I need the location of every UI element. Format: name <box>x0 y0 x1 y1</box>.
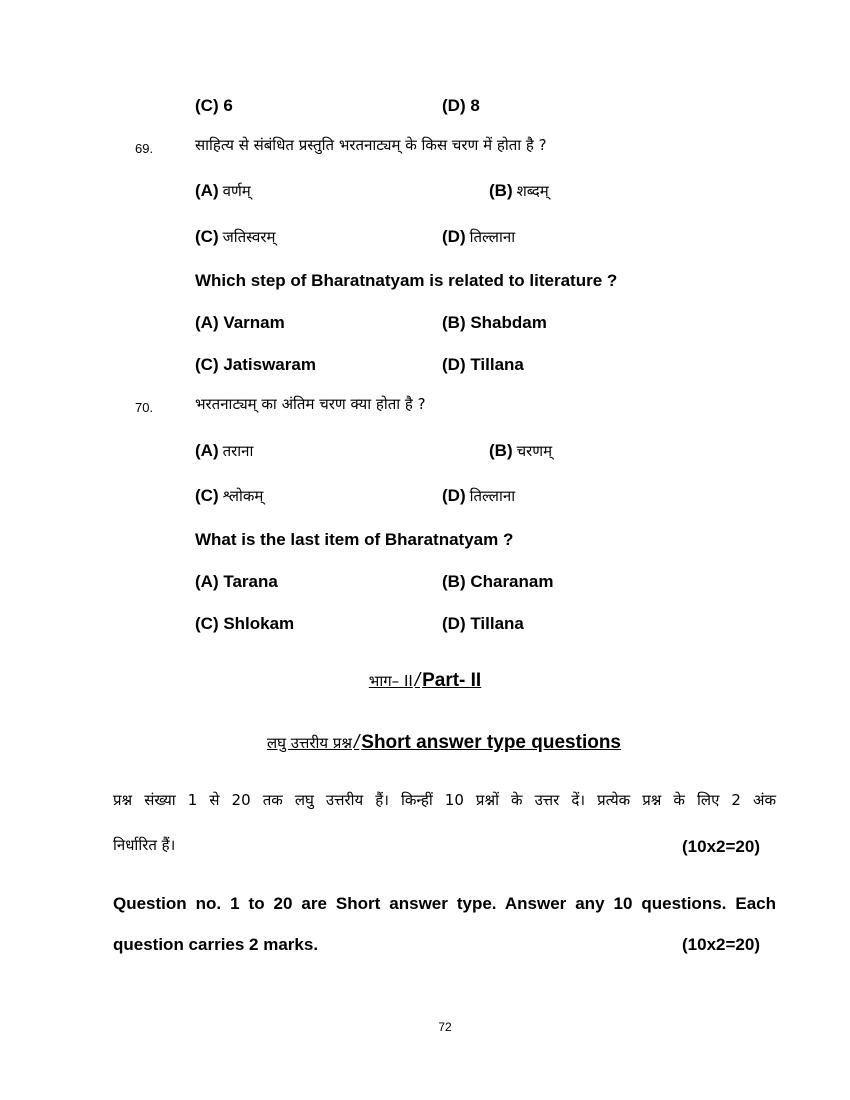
part-heading-english: Part- II <box>422 670 482 691</box>
instructions-hindi-line2: निर्धारित हैं। <box>113 836 176 854</box>
q69-option-a-hindi <box>195 182 251 200</box>
part-heading-hindi: भाग– II <box>368 672 413 690</box>
option-text: तिल्लाना <box>469 487 516 505</box>
section-heading <box>0 733 850 752</box>
option-text: श्लोकम् <box>222 487 264 505</box>
option-label: (C) <box>195 486 219 505</box>
q70-option-d-english: (D) Tillana <box>442 614 524 633</box>
part-heading-separator: / <box>414 670 421 691</box>
option-text: जतिस्वरम् <box>222 228 276 246</box>
q69-question-english: Which step of Bharatnatyam is related to literature ? <box>195 271 618 290</box>
q70-option-b-hindi <box>489 442 552 460</box>
page-number: 72 <box>438 1020 452 1034</box>
section-heading-hindi: लघु उत्तरीय प्रश्न <box>266 734 352 752</box>
section-heading-english: Short answer type questions <box>361 732 622 753</box>
q70-option-a-hindi <box>195 442 253 460</box>
q70-question-english: What is the last item of Bharatnatyam ? <box>195 530 514 549</box>
option-label: (D) <box>442 227 466 246</box>
option-text: शब्दम् <box>516 182 549 200</box>
instructions-english-marks: (10x2=20) <box>682 935 760 954</box>
option-text: तिल्लाना <box>469 228 516 246</box>
section-heading-separator: / <box>354 732 360 753</box>
instructions-english-line2: question carries 2 marks. <box>113 935 319 954</box>
option-label: (A) <box>195 181 219 200</box>
q68-option-d: (D) 8 <box>442 96 480 115</box>
q70-question-hindi: भरतनाट्यम् का अंतिम चरण क्या होता है ? <box>195 395 426 413</box>
option-label: (D) <box>442 486 466 505</box>
q69-number: 69. <box>135 141 154 156</box>
q69-option-b-hindi <box>489 182 549 200</box>
option-label: (B) <box>489 441 513 460</box>
q70-option-a-english: (A) Tarana <box>195 572 278 591</box>
q69-option-d-hindi <box>442 228 515 246</box>
q69-question-hindi: साहित्य से संबंधित प्रस्तुति भरतनाट्यम् के किस चरण में होता है ? <box>195 136 547 154</box>
option-text: तराना <box>222 442 254 460</box>
option-text: वर्णम् <box>222 182 251 200</box>
q70-option-c-hindi <box>195 487 263 505</box>
q69-option-c-english: (C) Jatiswaram <box>195 355 316 374</box>
option-label: (C) <box>195 227 219 246</box>
q69-option-d-english: (D) Tillana <box>442 355 524 374</box>
q70-number: 70. <box>135 400 154 415</box>
q69-option-a-english: (A) Varnam <box>195 313 285 332</box>
q70-option-d-hindi <box>442 487 515 505</box>
instructions-hindi-marks: (10x2=20) <box>682 837 760 856</box>
q70-option-b-english: (B) Charanam <box>442 572 554 591</box>
option-label: (A) <box>195 441 219 460</box>
part-heading <box>0 671 850 690</box>
q69-option-c-hindi <box>195 228 275 246</box>
q69-option-b-english: (B) Shabdam <box>442 313 547 332</box>
option-label: (B) <box>489 181 513 200</box>
option-text: चरणम् <box>516 442 553 460</box>
q68-option-c: (C) 6 <box>195 96 233 115</box>
q70-option-c-english: (C) Shlokam <box>195 614 295 633</box>
instructions-hindi-line1: प्रश्न संख्या 1 से 20 तक लघु उत्तरीय हैं। किन्हीं 10 प्रश्नों के उत्तर दें। प्रत्येक प्रश्न के लिए 2 अंक <box>113 791 776 809</box>
instructions-english-line1: Question no. 1 to 20 are Short answer type. Answer any 10 questions. Each <box>113 894 776 913</box>
